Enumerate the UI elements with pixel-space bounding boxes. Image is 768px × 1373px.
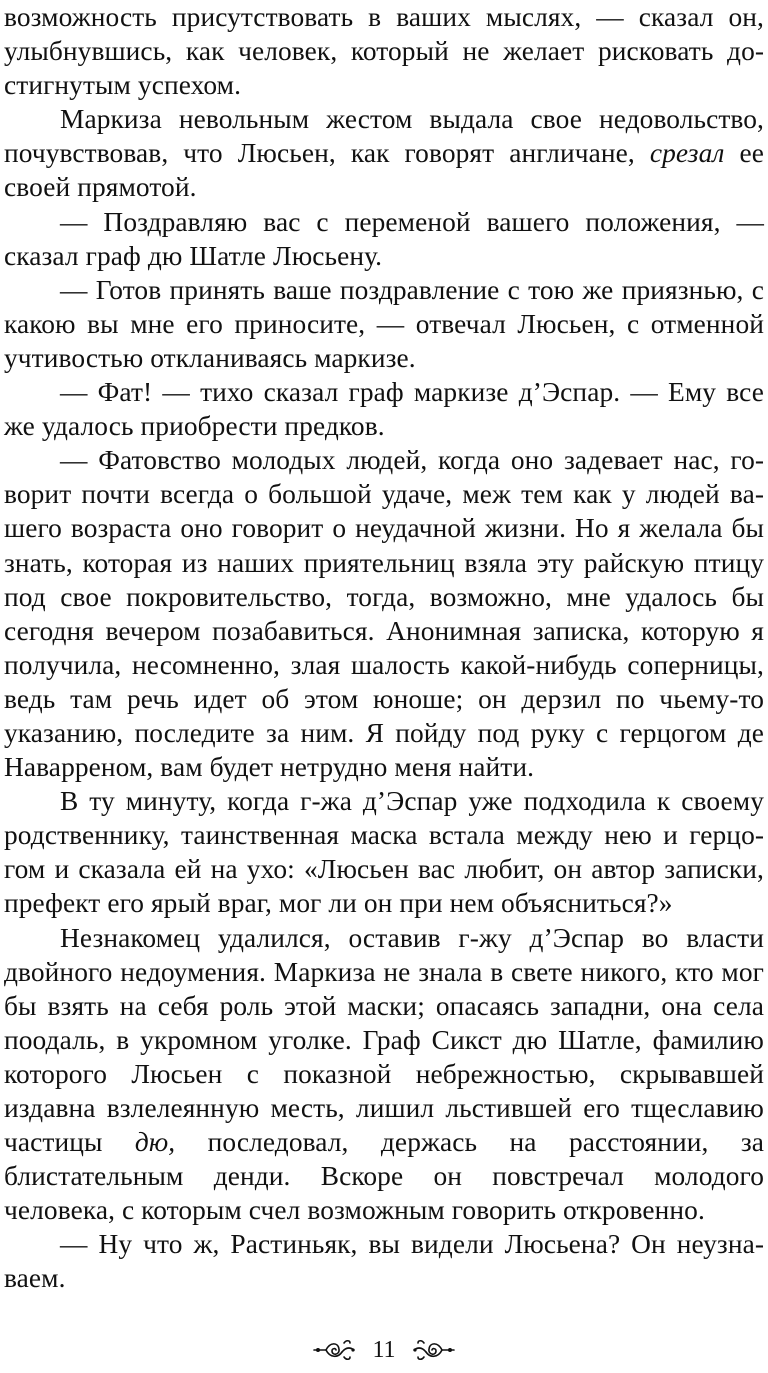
paragraph-stranger-left [4, 921, 764, 1228]
paragraph-continuation: возможность присутствовать в ваших мыслях, — сказал он, улыбнувшись, как человек, который не желает рисковать достигнутым успехом. [4, 2, 764, 101]
dialogue-rastignac: — Ну что ж, Растиньяк, вы видели Люсьена? Он неузнаваем. [4, 1229, 764, 1294]
paragraph-text-end: ее своей прямотой. [4, 138, 764, 203]
floral-ornament-icon [412, 1337, 456, 1363]
dialogue-fat: — Фат! — тихо сказал граф маркизе д’Эспар. — Ему все же удалось приобрести предков. [4, 377, 764, 442]
paragraph-mask-whisper: В ту минуту, когда г-жа д’Эспар уже подходила к своему родственнику, таинственная маска встала между нею и герцогом и сказала ей на ухо: «Люсьен вас любит, он автор записки, префект его ярый враг, мог ли он при нем объясниться?» [4, 786, 764, 919]
page-footer [0, 1330, 768, 1370]
dialogue-congratulation: — Поздравляю вас с переменой вашего положения, — сказал граф дю Шатле Люсьену. [4, 206, 764, 271]
dialogue-marquise-speech: — Фатовство молодых людей, когда оно задевает нас, говорит почти всегда о большой удаче, меж тем как у людей вашего возраста оно говорит о неудачной жизни. Но я желала бы знать, которая из наших приятельниц взяла эту райскую птицу под свое покровительство, тогда, возможно, мне удалось бы сегодня вечером позабавиться. Анонимная записка, которую я получила, несомненно, злая шалость какой-нибудь соперницы, ведь там речь идет об этом юноше; он дерзил по чьему-то указанию, последите за ним. Я пойду под руку с герцогом де Наварреном, вам будет нетрудно меня найти. [4, 445, 764, 783]
page-number: 11 [372, 1336, 396, 1363]
italic-word: срезал [649, 138, 725, 169]
paragraph-text-start: Незнакомец удалился, оставив г-жу д’Эспар во власти двойного недоумения. Маркиза не знала в свете никого, кто мог бы взять на себя роль этой маски; опасаясь западни, она села поодаль, в укромном уголке. Граф Сикст дю Шатле, фамилию которого Люсьен с показной небрежностью, скрывавшей издавна взлелеянную месть, лишил льстившей его тщеславию частицы [4, 922, 764, 1158]
dialogue-reply-lucien: — Готов принять ваше поздравление с тою же приязнью, с какою вы мне его приносите, — отвечал Люсьен, с отменной учтивостью откланиваясь маркизе. [4, 274, 764, 373]
paragraph-text-start: Маркиза невольным жестом выдала свое недовольство, почувствовав, что Люсьен, как говорят англичане, [4, 104, 764, 169]
paragraph-marquise-displeasure [4, 102, 764, 204]
book-page-text [4, 0, 764, 1296]
italic-word: дю, [134, 1127, 176, 1158]
floral-ornament-icon [312, 1337, 356, 1363]
paragraph-text-end: последовал, держась на расстоянии, за блистательным денди. Вскоре он повстречал молодого человека, с которым счел возможным говорить откровенно. [4, 1127, 764, 1226]
